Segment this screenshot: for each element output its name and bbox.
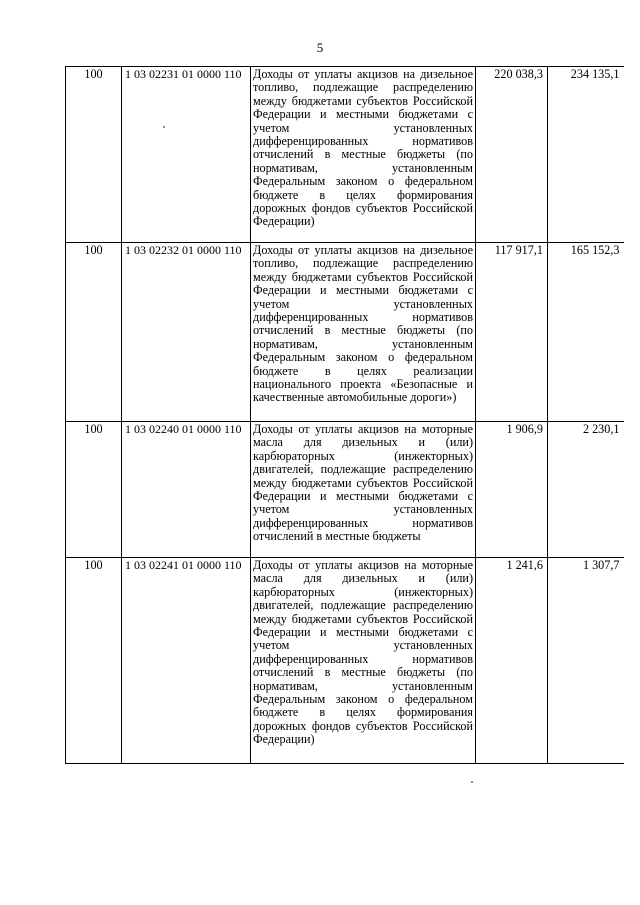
amount-1-cell: 220 038,3 [476,67,548,243]
kbk-code-cell: 1 03 02240 01 0000 110 [122,422,251,558]
amount-2-cell: 234 135,1 [548,67,624,243]
description-cell: Доходы от уплаты акцизов на дизельное топливо, подлежащие распределению между бюджетами субъектов Российской Федерации и местными бюджетами с учетом установленных дифференцированных нормативов отчислений в местные бюджеты (по нормативам, установленным Федеральным законом о федеральном бюджете в целях формирования дорожных фондов субъектов Российской Федерации) [251,67,476,243]
amount-1-cell: 117 917,1 [476,243,548,422]
scan-speck [163,126,165,128]
description-cell: Доходы от уплаты акцизов на моторные масла для дизельных и (или) карбюраторных (инжекторных) двигателей, подлежащие распределению между бюджетами субъектов Российской Федерации и местными бюджетами с учетом установленных дифференцированных нормативов отчислений в местные бюджеты [251,422,476,558]
description-cell: Доходы от уплаты акцизов на дизельное топливо, подлежащие распределению между бюджетами субъектов Российской Федерации и местными бюджетами с учетом установленных дифференцированных нормативов отчислений в местные бюджеты (по нормативам, установленным Федеральным законом о федеральном бюджете в целях реализации национального проекта «Безопасные и качественные автомобильные дороги») [251,243,476,422]
amount-2-cell: 2 230,1 [548,422,624,558]
amount-2-cell: 1 307,7 [548,558,624,764]
amount-1-cell: 1 241,6 [476,558,548,764]
kbk-code-cell: 1 03 02232 01 0000 110 [122,243,251,422]
admin-code-cell: 100 [66,422,122,558]
table-row [66,243,624,422]
amount-2-cell: 165 152,3 [548,243,624,422]
revenue-table [65,66,624,764]
amount-1-cell: 1 906,9 [476,422,548,558]
table-row [66,422,624,558]
table-row [66,67,624,243]
description-cell: Доходы от уплаты акцизов на моторные масла для дизельных и (или) карбюраторных (инжекторных) двигателей, подлежащие распределению между бюджетами субъектов Российской Федерации и местными бюджетами с учетом установленных дифференцированных нормативов отчислений в местные бюджеты (по нормативам, установленным Федеральным законом о федеральном бюджете в целях формирования дорожных фондов субъектов Российской Федерации) [251,558,476,764]
admin-code-cell: 100 [66,67,122,243]
kbk-code-cell: 1 03 02241 01 0000 110 [122,558,251,764]
kbk-code-cell: 1 03 02231 01 0000 110 [122,67,251,243]
page-number: 5 [316,40,324,55]
scan-speck [471,781,473,783]
admin-code-cell: 100 [66,243,122,422]
admin-code-cell: 100 [66,558,122,764]
table-row [66,558,624,764]
